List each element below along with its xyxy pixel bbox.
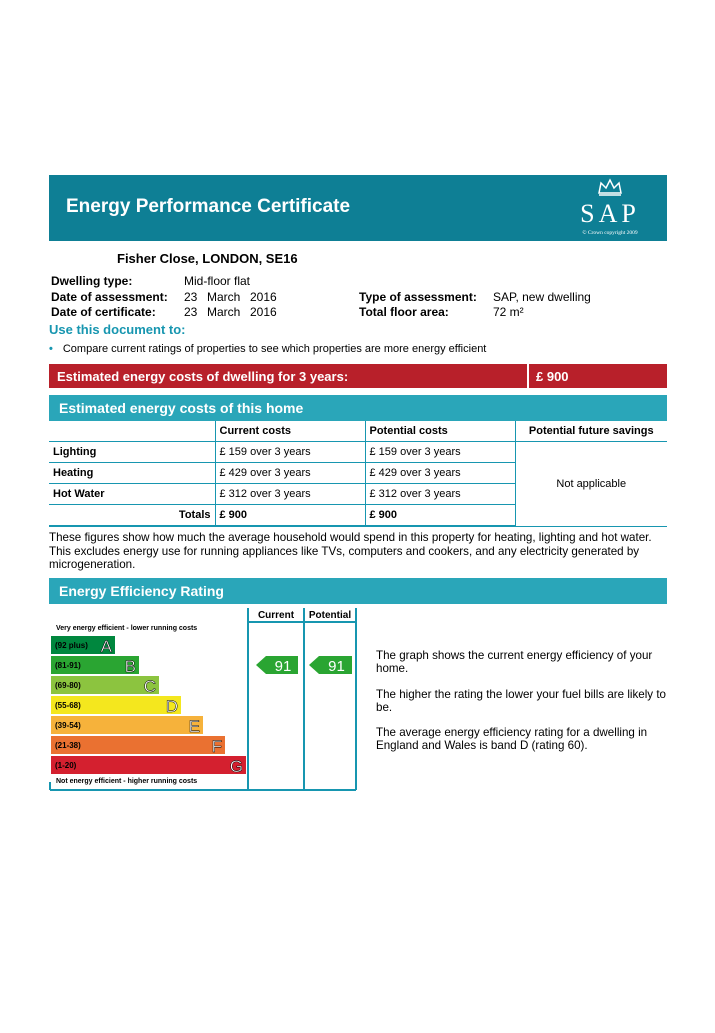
band-g-range: (1-20): [55, 761, 77, 770]
costs-header-blank: [49, 421, 215, 442]
date-assessment-month: March: [207, 290, 241, 304]
band-a-letter: A: [100, 637, 112, 656]
rating-text-1: The graph shows the current energy efficiency of your home.: [376, 649, 653, 675]
band-d-range: (55-68): [55, 701, 81, 710]
costs-section-title: Estimated energy costs of this home: [59, 400, 304, 416]
savings-value: Not applicable: [515, 442, 667, 527]
col-potential-label: Potential: [308, 610, 352, 621]
rating-text-3: The average energy efficiency rating for a dwelling in England and Wales is band D (rating 60).: [376, 726, 648, 752]
page-title: Energy Performance Certificate: [66, 196, 351, 217]
certificate-header: [49, 175, 667, 241]
date-certificate-day: 23: [184, 305, 198, 319]
property-address: Fisher Close, LONDON, SE16: [117, 251, 298, 266]
current-rating-value: 91: [274, 658, 292, 675]
lighting-potential: £ 159 over 3 years: [365, 442, 515, 463]
date-assessment-year: 2016: [250, 290, 277, 304]
totals-potential: £ 900: [365, 505, 515, 527]
use-document-bullet-text: Compare current ratings of properties to see which properties are more energy efficient: [62, 343, 487, 355]
date-certificate-label: Date of certificate:: [51, 305, 156, 319]
costs-explanation: These figures show how much the average household would spend in this property for heating, lighting and hot water. This excludes energy use for running appliances like TVs, computers and cookers, and any electricity generated by microgeneration.: [49, 531, 652, 571]
band-c-range: (69-80): [55, 681, 81, 690]
band-f-range: (21-38): [55, 741, 81, 750]
costs-header-savings: Potential future savings: [515, 421, 667, 442]
efficiency-section-title: Energy Efficiency Rating: [59, 583, 224, 599]
potential-rating-value: 91: [328, 658, 345, 675]
type-assessment-value: SAP, new dwelling: [493, 290, 591, 304]
hot-water-potential: £ 312 over 3 years: [365, 484, 515, 505]
use-document-bullet: [49, 343, 486, 355]
estimated-costs-divider: [527, 364, 529, 388]
band-g-letter: G: [229, 757, 243, 776]
estimated-costs-label: Estimated energy costs of dwelling for 3 years:: [57, 369, 349, 384]
costs-header-potential: Potential costs: [365, 421, 515, 442]
band-b-letter: B: [124, 657, 136, 676]
totals-current: £ 900: [215, 505, 365, 527]
costs-header-current: Current costs: [215, 421, 365, 442]
band-f-letter: F: [211, 737, 222, 756]
sap-logo-copyright: © Crown copyright 2009: [582, 230, 638, 236]
estimated-costs-bar: [49, 364, 667, 388]
crown-icon: [599, 180, 621, 195]
heating-potential: £ 429 over 3 years: [365, 463, 515, 484]
band-b-range: (81-91): [55, 661, 81, 670]
top-caption: Very energy efficient - lower running costs: [56, 625, 198, 632]
sap-logo: [565, 177, 655, 237]
efficiency-section-header: [49, 578, 667, 604]
band-d-letter: D: [165, 697, 178, 716]
sap-logo-text: SAP: [580, 199, 640, 228]
row-label-lighting: Lighting: [49, 442, 215, 463]
bullet-icon: •: [49, 343, 53, 355]
costs-table-header-row: [49, 421, 667, 442]
floor-area-label: Total floor area:: [359, 305, 449, 319]
table-row: [49, 442, 667, 463]
lighting-current: £ 159 over 3 years: [215, 442, 365, 463]
date-assessment-day: 23: [184, 290, 198, 304]
row-label-heating: Heating: [49, 463, 215, 484]
costs-table: [49, 421, 667, 527]
date-assessment-label: Date of assessment:: [51, 290, 168, 304]
use-document-heading: Use this document to:: [49, 322, 186, 337]
floor-area-value: 72 m²: [493, 305, 524, 319]
dwelling-type-label: Dwelling type:: [51, 274, 133, 288]
bottom-caption: Not energy efficient - higher running costs: [56, 778, 198, 785]
band-c-letter: C: [143, 677, 156, 696]
band-a-range: (92 plus): [55, 641, 88, 650]
rating-bands: [51, 636, 246, 776]
row-label-hot-water: Hot Water: [49, 484, 215, 505]
hot-water-current: £ 312 over 3 years: [215, 484, 365, 505]
estimated-costs-value: £ 900: [536, 369, 569, 384]
efficiency-rating-graph: [49, 606, 361, 794]
dwelling-type-value: Mid-floor flat: [184, 274, 251, 288]
totals-label: Totals: [49, 505, 215, 527]
band-g: [51, 756, 246, 774]
date-certificate-month: March: [207, 305, 241, 319]
costs-section-header: [49, 395, 667, 421]
band-e-letter: E: [188, 717, 200, 736]
rating-text-2: The higher the rating the lower your fuel bills are likely to be.: [376, 688, 666, 714]
type-assessment-label: Type of assessment:: [359, 290, 477, 304]
band-e-range: (39-54): [55, 721, 81, 730]
date-certificate-year: 2016: [250, 305, 277, 319]
col-current-label: Current: [257, 610, 295, 621]
heating-current: £ 429 over 3 years: [215, 463, 365, 484]
